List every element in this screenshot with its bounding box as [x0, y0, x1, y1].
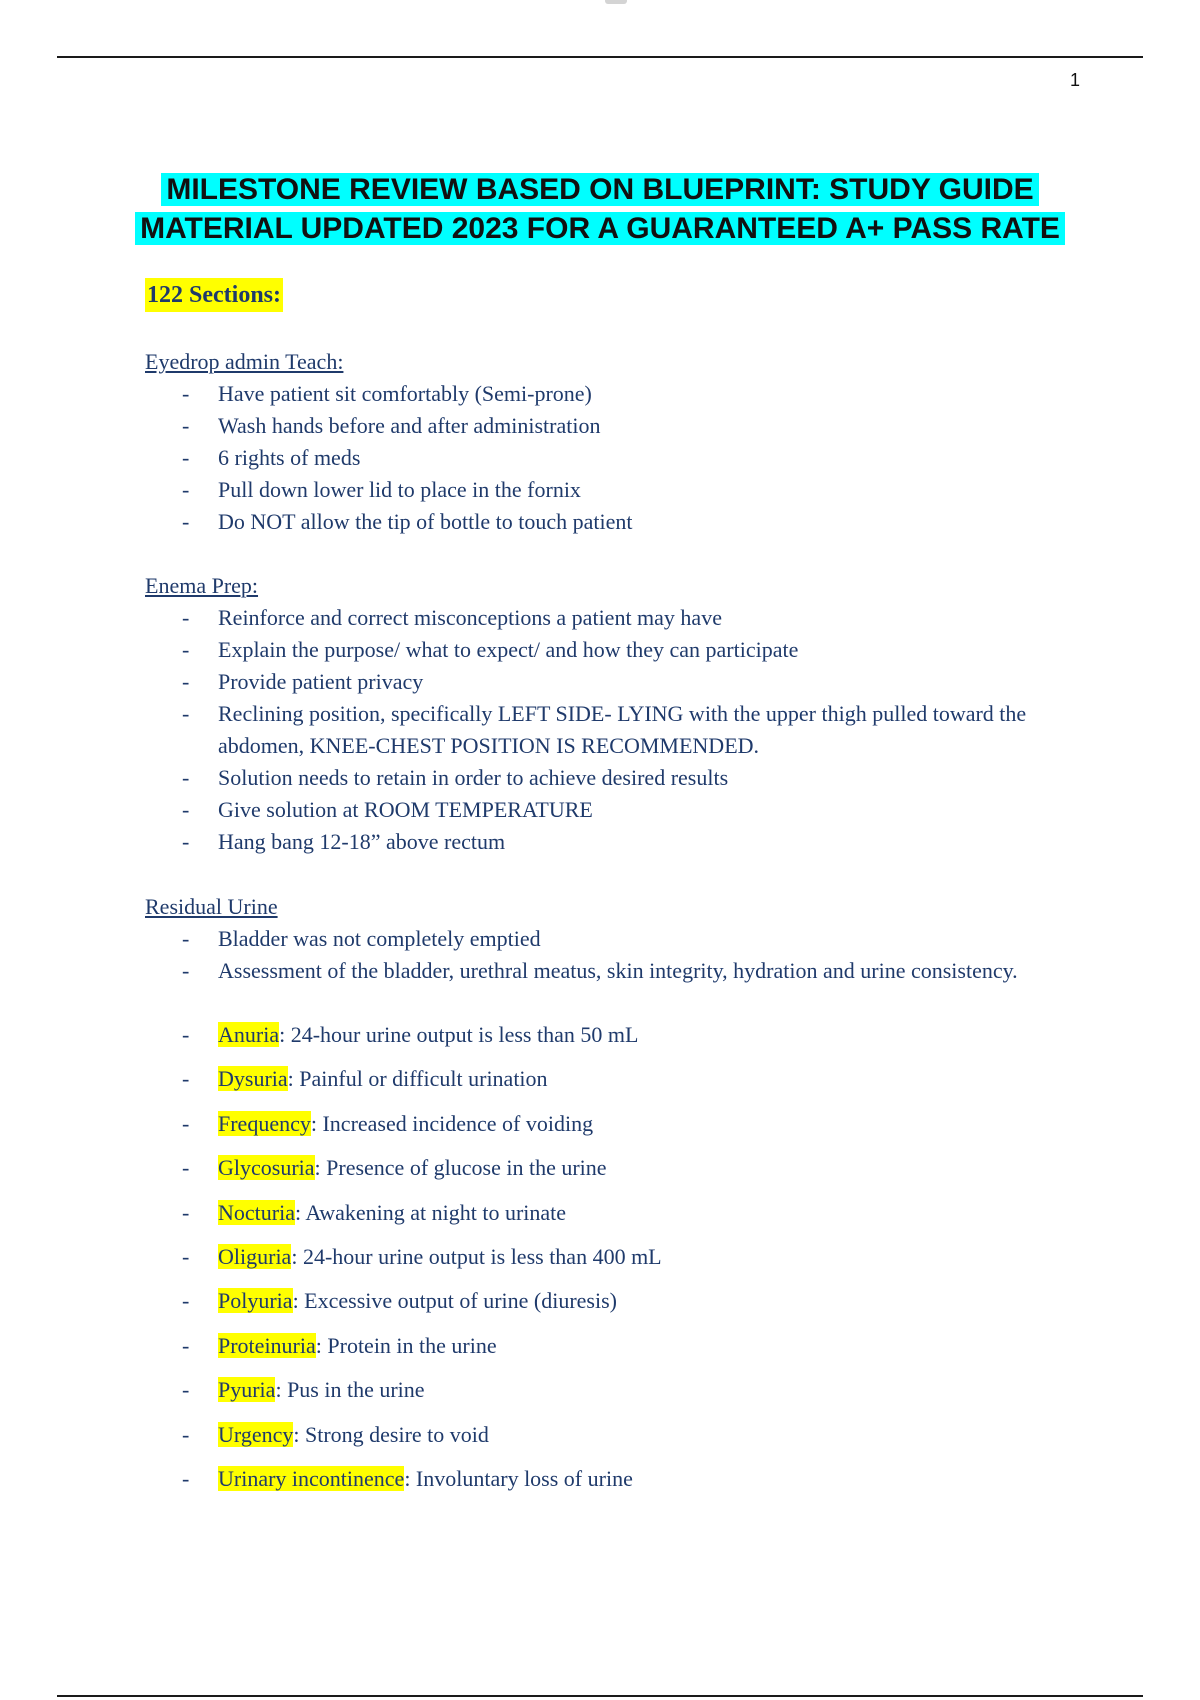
term-item — [145, 1463, 1078, 1495]
list-item: - Assessment of the bladder, urethral meatus, skin integrity, hydration and urine consistency. — [145, 955, 1078, 987]
list-item: - Hang bang 12-18” above rectum — [145, 826, 1078, 858]
term-definition: : Strong desire to void — [293, 1421, 489, 1447]
header-rule — [57, 56, 1143, 58]
term-definition: : Increased incidence of voiding — [310, 1110, 594, 1136]
term-definition: : Protein in the urine — [315, 1332, 497, 1358]
urine-terms-list — [145, 1019, 1078, 1507]
eyedrop-heading: Eyedrop admin Teach: — [145, 349, 344, 374]
term: Pyuria — [218, 1377, 276, 1403]
eyedrop-list — [145, 378, 1078, 538]
list-item: - Pull down lower lid to place in the fornix — [145, 474, 1078, 506]
term-definition: : 24-hour urine output is less than 400 mL — [291, 1243, 662, 1269]
term: Proteinuria — [218, 1332, 316, 1358]
term: Nocturia — [218, 1199, 295, 1225]
list-item: - Give solution at ROOM TEMPERATURE — [145, 794, 1078, 826]
term: Glycosuria — [218, 1155, 315, 1181]
enema-list — [145, 602, 1078, 858]
term-definition: : Pus in the urine — [275, 1377, 425, 1403]
term-item — [145, 1152, 1078, 1184]
term: Anuria — [218, 1022, 280, 1047]
term-definition: : 24-hour urine output is less than 50 mL — [279, 1022, 639, 1047]
residual-list — [145, 923, 1078, 987]
term: Dysuria — [218, 1066, 288, 1092]
term: Polyuria — [218, 1288, 293, 1314]
term-definition: : Involuntary loss of urine — [404, 1465, 633, 1491]
enema-heading: Enema Prep: — [145, 573, 259, 598]
list-item: - 6 rights of meds — [145, 442, 1078, 474]
term: Oliguria — [218, 1243, 292, 1269]
term-item — [145, 1374, 1078, 1406]
list-item: - Reinforce and correct misconceptions a patient may have — [145, 602, 1078, 634]
list-item: - Have patient sit comfortably (Semi-prone) — [145, 378, 1078, 410]
term-item — [145, 1241, 1078, 1273]
term-definition: : Excessive output of urine (diuresis) — [292, 1288, 617, 1314]
term-item — [145, 1108, 1078, 1140]
term: Frequency — [218, 1110, 311, 1136]
list-item: - Reclining position, specifically LEFT SIDE- LYING with the upper thigh pulled toward the abdomen, KNEE-CHEST POSITION IS RECOMMENDED. — [145, 698, 1078, 762]
title-line-2: MATERIAL UPDATED 2023 FOR A GUARANTEED A+ PASS RATE — [135, 212, 1065, 245]
sections-label: 122 Sections: — [145, 278, 283, 312]
title-line-1: MILESTONE REVIEW BASED ON BLUEPRINT: STUDY GUIDE — [161, 173, 1038, 206]
term-definition: : Presence of glucose in the urine — [314, 1155, 607, 1181]
list-item: - Do NOT allow the tip of bottle to touch patient — [145, 506, 1078, 538]
list-item: - Bladder was not completely emptied — [145, 923, 1078, 955]
footer-rule — [57, 1695, 1143, 1697]
list-item: - Solution needs to retain in order to achieve desired results — [145, 762, 1078, 794]
scroll-indicator — [605, 0, 627, 4]
list-item: - Wash hands before and after administration — [145, 410, 1078, 442]
term-item — [145, 1419, 1078, 1451]
residual-urine-heading: Residual Urine — [145, 894, 278, 919]
page-number: 1 — [1069, 70, 1080, 90]
document-title — [100, 170, 1100, 248]
term-definition: : Awakening at night to urinate — [294, 1199, 567, 1225]
term-item — [145, 1330, 1078, 1362]
list-item: - Provide patient privacy — [145, 666, 1078, 698]
term: Urinary incontinence — [218, 1465, 405, 1491]
term-item — [145, 1197, 1078, 1229]
list-item: - Explain the purpose/ what to expect/ and how they can participate — [145, 634, 1078, 666]
term-item — [145, 1019, 1078, 1051]
term-item — [145, 1285, 1078, 1317]
term-item — [145, 1063, 1078, 1095]
term-definition: : Painful or difficult urination — [287, 1066, 548, 1092]
term: Urgency — [218, 1421, 294, 1447]
